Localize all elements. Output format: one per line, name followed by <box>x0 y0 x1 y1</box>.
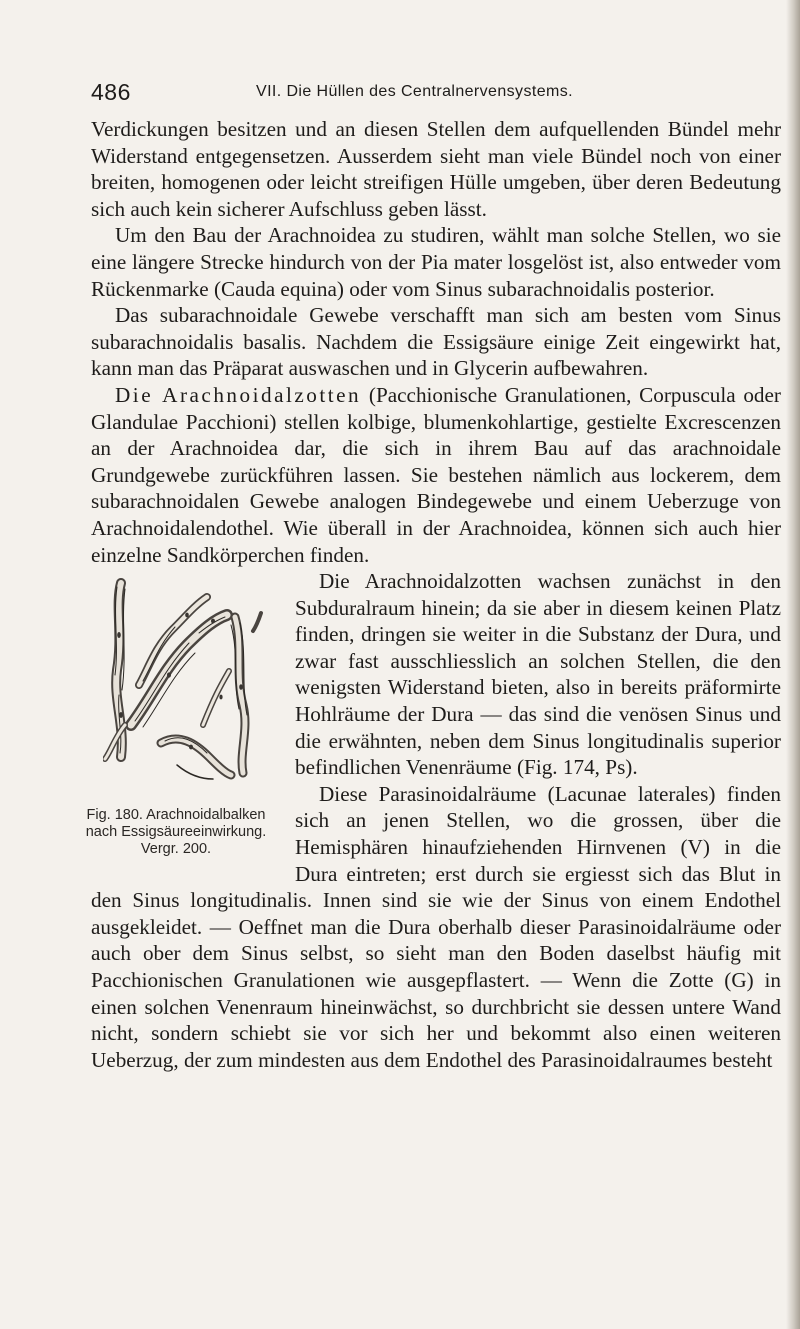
figure-caption: Fig. 180. Arachnoidalbalken nach Essigsäureeinwirkung. Vergr. 200. <box>85 807 267 858</box>
paragraph-2: Um den Bau der Arachnoidea zu studiren, wählt man solche Stellen, wo sie eine längere Strecke hindurch von der Pia mater losgelöst ist, also entweder vom Rückenmarke (Cauda equina) oder vom Sinus subarachnoidalis posterior. <box>91 223 781 301</box>
paragraph-1: Verdickungen besitzen und an diesen Stellen dem aufquellenden Bündel mehr Widerstand entgegensetzen. Ausserdem sieht man viele Bündel noch von einer breiten, homogenen oder leicht streifigen Hülle umgeben, über deren Bedeutung sich auch kein sicherer Aufschluss geben lässt. <box>91 117 781 221</box>
figure-180 <box>81 569 281 873</box>
paragraph-4-rest: (Pacchionische Granulationen, Corpuscula oder Glandulae Pacchioni) stellen kolbige, blumenkohlartige, gestielte Excrescenzen an der Arachnoidea dar, die sich in ihrem Bau auf das arachnoidale Grundgewebe zurückführen lassen. Sie bestehen nämlich aus lockerem, dem subarachnoidalen Gewebe analogen Bindegewebe und einem Ueberzuge von Arachnoidalendothel. Wie überall in der Arachnoidea, können sich auch hier einzelne Sandkörperchen finden. <box>91 382 781 567</box>
paragraph-3: Das subarachnoidale Gewebe verschafft man sich am besten vom Sinus subarachnoidalis basalis. Nachdem die Essigsäure einige Zeit eingewirkt hat, kann man das Präparat auswaschen und in Glycerin aufbewahren. <box>91 303 781 381</box>
page-edge-shadow <box>786 0 800 1329</box>
paragraph-6: Diese Parasinoidalräume (Lacunae laterales) finden sich an jenen Stellen, wo die grossen, über die Hemisphären hinaufziehenden Hirnvenen (V) in die Dura eintreten; erst durch sie ergiesst sich das Blut in den Sinus longitudinalis. Innen sind sie wie der Sinus von einem Endothel ausgekleidet. — Oeffnet man die Dura oberhalb dieser Parasinoidalräume oder auch ober dem Sinus selbst, so sieht man den Boden daselbst häufig mit Pacchionischen Granulationen wie ausgepflastert. — Wenn die Zotte (G) in einen solchen Venenraum hineinwächst, so durchbricht sie dessen untere Wand nicht, sondern schiebt sie vor sich her und bekommt also einen weiteren Ueberzug, der zum mindesten aus dem Endothel des Parasinoidalraumes besteht <box>91 781 781 1072</box>
term-arachnoidalzotten: Die Arachnoidalzotten <box>115 382 362 407</box>
body-text <box>85 116 781 1073</box>
paragraph-5: Die Arachnoidalzotten wachsen zunächst in den Subduralraum hinein; da sie aber in diesem keinen Platz finden, dringen sie weiter in die Substanz der Dura, und zwar fast ausschliesslich an solchen Stellen, die den wenigsten Widerstand bieten, also in bereits präformirte Hohlräume der Dura — das sind die venösen Sinus und die erwähnten, neben dem Sinus longitudinalis superior befindlichen Venenräume (Fig. 174, Ps). <box>295 569 781 780</box>
paragraph-4 <box>91 382 781 568</box>
page-number: 486 <box>91 79 131 105</box>
running-head: VII. Die Hüllen des Centralnervensystems. <box>256 83 573 100</box>
arachnoid-trabeculae-illustration <box>103 575 263 797</box>
page-header <box>91 79 731 109</box>
